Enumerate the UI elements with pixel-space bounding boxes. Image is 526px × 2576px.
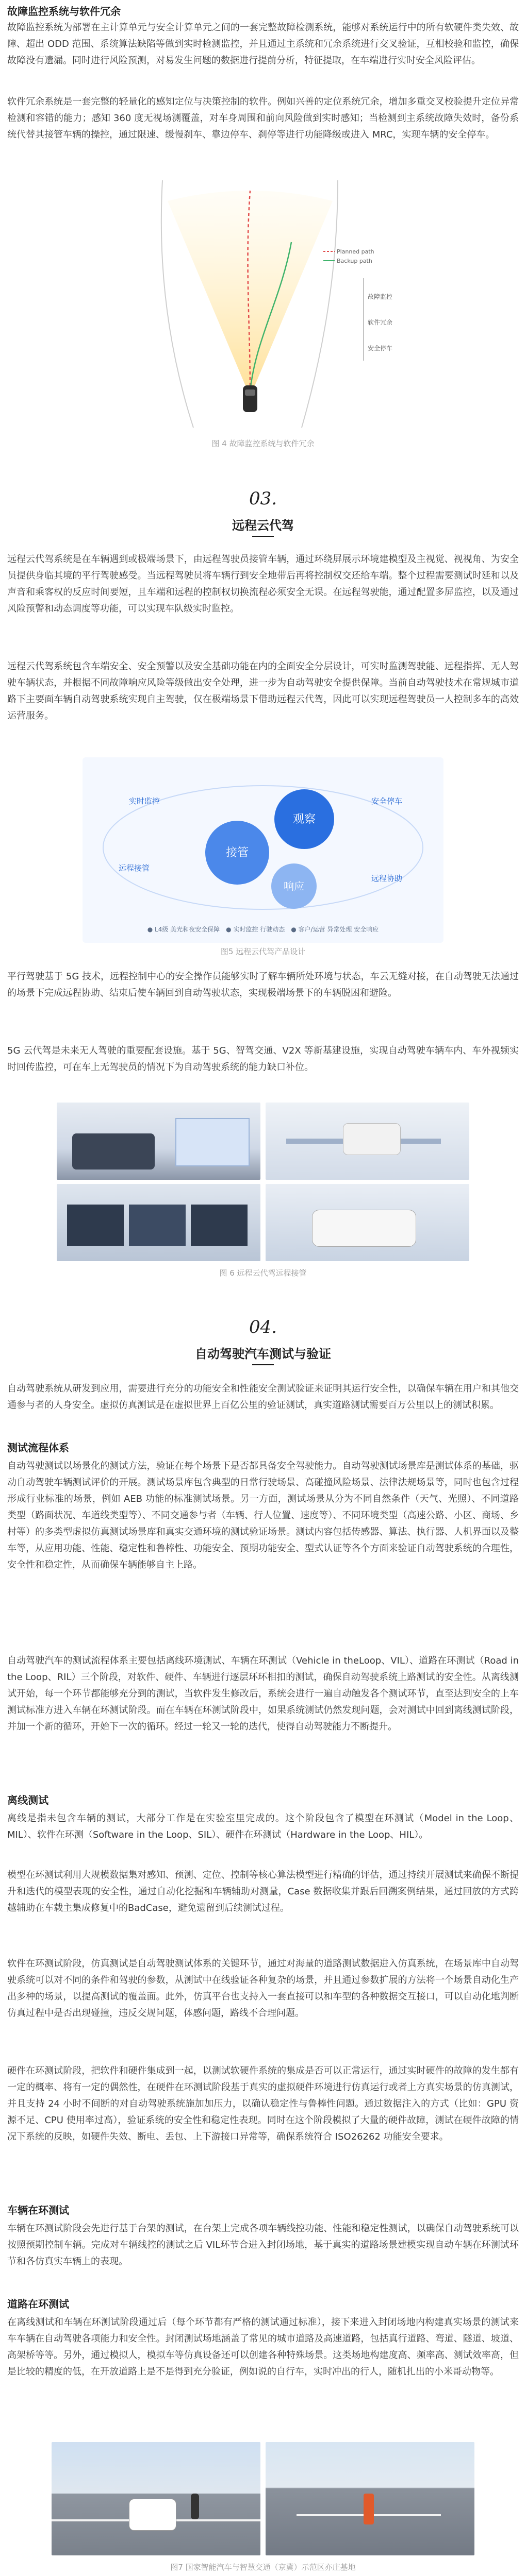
heading-fault-monitor: 故障监控系统与软件冗余 [7,5,121,18]
legend-backup-label: Backup path [337,258,372,264]
paragraph-fault-monitor-1: 故障监控系统为部署在主计算单元与安全计算单元之间的一套完整故障检测系统，能够对系统运行中的所有软硬件类失效、故障、超出 ODD 范围、系统算法缺陷等做到实时检测监控，并且通过主系统和冗余系统进行交叉验证，互相校验和监控，确保故障没有遗漏。同时进行风险预测，对易发生问题的数据进行提前分析，特征提取，在车端进行实时安全风险评估。 [7,22,519,66]
node-takeover-label: 接管 [225,846,249,859]
paragraph-process-1: 自动驾驶测试以场景化的测试方法，验证在每个场景下是否都具备安全驾驶能力。自动驾驶测试场景库是测试体系的基础，驱动自动驾驶车辆测试评价的开展。测试场景库包含典型的日常行驶场景、高碰撞风险场景、法律法规场景等，同时也包含过程形成行业标准的场景，例如 AEB 功能的标准测试场景。另一方面，测试场景从分为不同自然条件（天气、光照）、不同道路类型（路面状况、车道线类型等）、不同交通参与者（车辆、行人位置、速度等）、不同环境类型（高速公路、小区、商场、乡村等）的多类型虚拟仿真测试场景库和真实交通环境的测试验证场景。测试内容包括传感器、算法、执行器、人机界面以及整车等，从应用功能、性能、稳定性和鲁棒性、功能安全、预期功能安全、型式认证等各个方面来验证自动驾驶系统的合理性，安全性和稳定性，从而确保车辆能够自主上路。 [7,1461,519,1570]
figure-7-caption: 图7 国家智能汽车与智慧交通（京冀）示范区亦庄基地 [170,2563,356,2572]
section-03-title: 远程云代驾 [232,518,294,533]
paragraph-ril-1: 在离线测试和车辆在环测试阶段通过后（每个环节都有严格的测试通过标准），接下来进入封闭场地内构建真实场景的测试来车车辆在自动驾驶各项能力和安全性。封闭测试场地涵盖了常见的城市道路及高速道路，包括真行道路、弯道、隧道、坡道、高架桥等等。另外，通过模拟人，模拟车等仿真设备还可以创建各种特殊场景。这类场地构建度高、频率高、测试效率高，但是比较的精度的低，在开放道路上是不是得到充分验证，例如说的自行车，实时冲出的行人，随机扎出的小米哥动物等。 [7,2317,519,2377]
photo-remote-console-1 [57,1103,260,1180]
section-04-underline [252,1364,274,1365]
figure-5-caption: 图5 远程云代驾产品设计 [220,947,306,956]
legend-planned-label: Planned path [337,248,374,255]
section-03-underline [252,536,274,537]
photo-remote-console-2 [266,1103,469,1180]
diagram-label-assist: 远程协助 [371,874,403,883]
figure-cloud-diagram [83,757,443,943]
paragraph-cloud-1: 远程云代驾系统是在车辆遇到或极端场景下，由远程驾驶员接管车辆，通过环绕屏展示环境建模型及主视觉、视视角、为安全员提供身临其境的平行驾驶感受。当远程驾驶员将车辆行到安全地带后再将控制权交还给车端。整个过程需要测试时延和以及声音和乘客权的反应时间要短，且车端和远程的控制权切换流程必须安全无误。在远程驾驶能，通过配置多屏监控，以及通过风险预警和动态调度等功能，可以实现车队级实时监控。 [7,554,519,614]
paragraph-cloud-4: 5G 云代驾是未来无人驾驶的重要配套设施。基于 5G、智驾交通、V2X 等新基建设施，实现自动驾驶车辆车内、车外视频实时回传监控，可在车上无驾驶员的情况下为自动驾驶系统的能力缺口补位。 [7,1045,519,1073]
diagram-footer: ● L4级 美光和夜安全保障 ● 实时监控 行驶动态 ● 客户/运营 异常处理 安全响应 [147,926,379,933]
side-label-stop: 安全停车 [368,345,393,352]
section-03-number: 03. [249,488,277,509]
photo-remote-console-3 [57,1184,260,1261]
side-label-monitor: 故障监控 [368,293,393,300]
heading-offline-test: 离线测试 [7,1794,48,1806]
heading-ril-test: 道路在环测试 [7,2298,69,2310]
paragraph-offline-3: 软件在环测试阶段，仿真测试是自动驾驶测试体系的关键环节，通过对海量的道路测试数据进入仿真系统，在场景库中自动驾驶系统可以对不同的条件和驾驶的参数，从测试中在线验证各种复杂的场景，并且通过参数扩展的方法将一个场景自动化生产出多种的场景，以提高测试的覆盖面。此外，仿真平台也支持入一套直接可以和车型的各种数据交互接口，可以自动化地判断仿真过程中是否出现碰撞，违反交规问题，体感问题，路线不合理问题。 [7,1958,519,2019]
figure-4-caption: 图 4 故障监控系统与软件冗余 [211,439,315,448]
figure-6-caption: 图 6 远程云代驾远程接管 [219,1268,307,1278]
photo-car-shape [72,1133,155,1170]
figure-fault-monitor-diagram [121,170,405,433]
section-04-title: 自动驾驶汽车测试与验证 [195,1347,331,1361]
paragraph-process-2: 自动驾驶汽车的测试流程体系主要包括离线环境测试、车辆在环测试（Vehicle in theLoop、VIL）、道路在环测试（Road in the Loop、RIL）三个阶段，对软件、硬件、车辆进行逐层环环相扣的测试，确保自动驾驶系统上路测试的安全性。从离线测试开始，每一个环节都能够充分到的测试，当软件发生修改后，系统会进行一遍自动触发各个测试环节，直至达到安全的上车测试标准方进入车辆在环测试阶段。而在车辆在环测试阶段中，如果系统测试仍然发现问题，会对测试中回到离线测试阶段，并加一个新的循环，开始下一次的循环。经过一轮又一轮的迭代，使得自动驾驶能力不断提升。 [7,1655,519,1732]
diagram-label-stop: 安全停车 [371,796,403,806]
photo-monitor-2 [129,1205,186,1246]
paragraph-testing-intro: 自动驾驶系统从研发到应用，需要进行充分的功能安全和性能安全测试验证来证明其运行安全性，以确保车辆在用户和其他交通参与者的人身安全。虚拟仿真测试是在虚拟世界上百亿公里的验证测试，真实道路测试需要百万公里以上的测试积累。 [7,1383,519,1411]
photo-screen-shape [175,1118,250,1166]
side-label-redundancy: 软件冗余 [368,319,393,326]
photo-target-dummy [364,2494,374,2524]
section-04-number: 04. [249,1317,277,1337]
ego-car-window [245,389,255,396]
ego-car [243,385,257,412]
paragraph-vil-1: 车辆在环测试阶段会先进行基于台架的测试，在台架上完成各项车辆线控功能、性能和稳定性测试，以确保自动驾驶系统可以按照预期控制车辆。完成对车辆线控的测试之后 VIL环节合进入封闭场地，基于真实的道路场景建模实现自动车辆在环测试环节和各仿真实车辆上的表现。 [7,2223,519,2267]
heading-vil-test: 车辆在环测试 [7,2204,69,2216]
diagram-label-takeover: 远程接管 [119,863,150,873]
photo-vehicle [343,1123,401,1155]
paragraph-offline-4: 硬件在环测试阶段，把软件和硬件集成到一起，以测试软硬件系统的集成是否可以正常运行，通过实时硬件的故障的发生都有一定的概率、将有一定的偶然性，在硬件在环测试阶段基于真实的虚拟硬件环境进行仿真运行或者上方真实场景的仿真测试，并且支持 24 小时不间断的对自动驾驶系统施加加压力，以确认稳定性与鲁棒性问题。通过数据注入的方式（比如：GPU 资源不足、CPU 使用率过高），验证系统的安全性和稳定性表现。同时在这个阶段模拟了大量的硬件故障，测试在硬件故障的情况下系统的反映，如硬件失效、断电、丢包、上下游接口异常等，确保系统符合 ISO26262 功能安全要求。 [7,2065,519,2142]
heading-test-process: 测试流程体系 [7,1442,69,1454]
paragraph-fault-monitor-2: 软件冗余系统是一套完整的轻量化的感知定位与决策控制的软件。例如兴善的定位系统冗余，增加多重交叉校验提升定位异常检测和容错的能力；感知 360 度无视场测覆盖，对车身周围和前向风险做到实时感知；当检测到主系统故障失效时，备份系统代替其接管车辆的操控，通过限速、缓慢刹车、靠边停车、刹停等进行功能降级或进入 MRC，实现车辆的安全停车。 [7,96,519,140]
photo-remote-console-4 [266,1184,469,1261]
photo-test-vehicle [129,2499,176,2531]
photo-test-ground-2 [266,2442,474,2555]
photo-vehicle-2 [312,1210,416,1247]
paragraph-offline-1: 离线是指未包含车辆的测试，大部分工作是在实验室里完成的。这个阶段包含了模型在环测试（Model in the Loop、MIL）、软件在环测（Software in the Loop、SIL）、硬件在环测试（Hardware in the Loop、HIL）。 [7,1813,519,1840]
paragraph-cloud-2: 远程云代驾系统包含车端安全、安全预警以及安全基础功能在内的全面安全分层设计，可实时监测驾驶能、远程指挥、无人驾驶车辆状态，并根据不同故障响应风险等级做出安全处理，进一步为自动驾驶安全提供保障。当前自动驾驶技术在常规城市道路下主要面车辆自动驾驶系统实现自主驾驶，仅在极端场景下借助远程云代驾，因此可以实现远程驾驶员一人控制多车的高效运营服务。 [7,661,519,721]
photo-monitor-1 [67,1205,124,1246]
paragraph-offline-2: 模型在环测试利用大规模数据集对感知、预测、定位、控制等核心算法模型进行精确的评估，通过持续开展测试来确保不断提升和迭代的模型表现的安全性，通过自动化挖掘和车辆辅助对测量，Case 数据收集并跟后回溯案例结果，通过回放的方式跨越辅助在车载主集成修复中的BadCase，避免遗留到后续测试过程。 [7,1870,519,1913]
photo-monitor-3 [191,1205,248,1246]
node-respond-label: 响应 [284,880,304,892]
photo-test-ground-1 [52,2442,260,2555]
diagram-label-monitor: 实时监控 [129,796,160,806]
paragraph-cloud-3: 平行驾驶基于 5G 技术，远程控制中心的安全操作员能够实时了解车辆所处环境与状态，车云无缝对接，在自动驾驶无法通过的场景下完成远程协助、结束后使车辆回到自动驾驶状态，实现极端场景下的车辆脱困和避险。 [7,971,519,998]
node-observe-label: 观察 [292,813,316,826]
photo-pedestrian-dummy [191,2494,199,2519]
